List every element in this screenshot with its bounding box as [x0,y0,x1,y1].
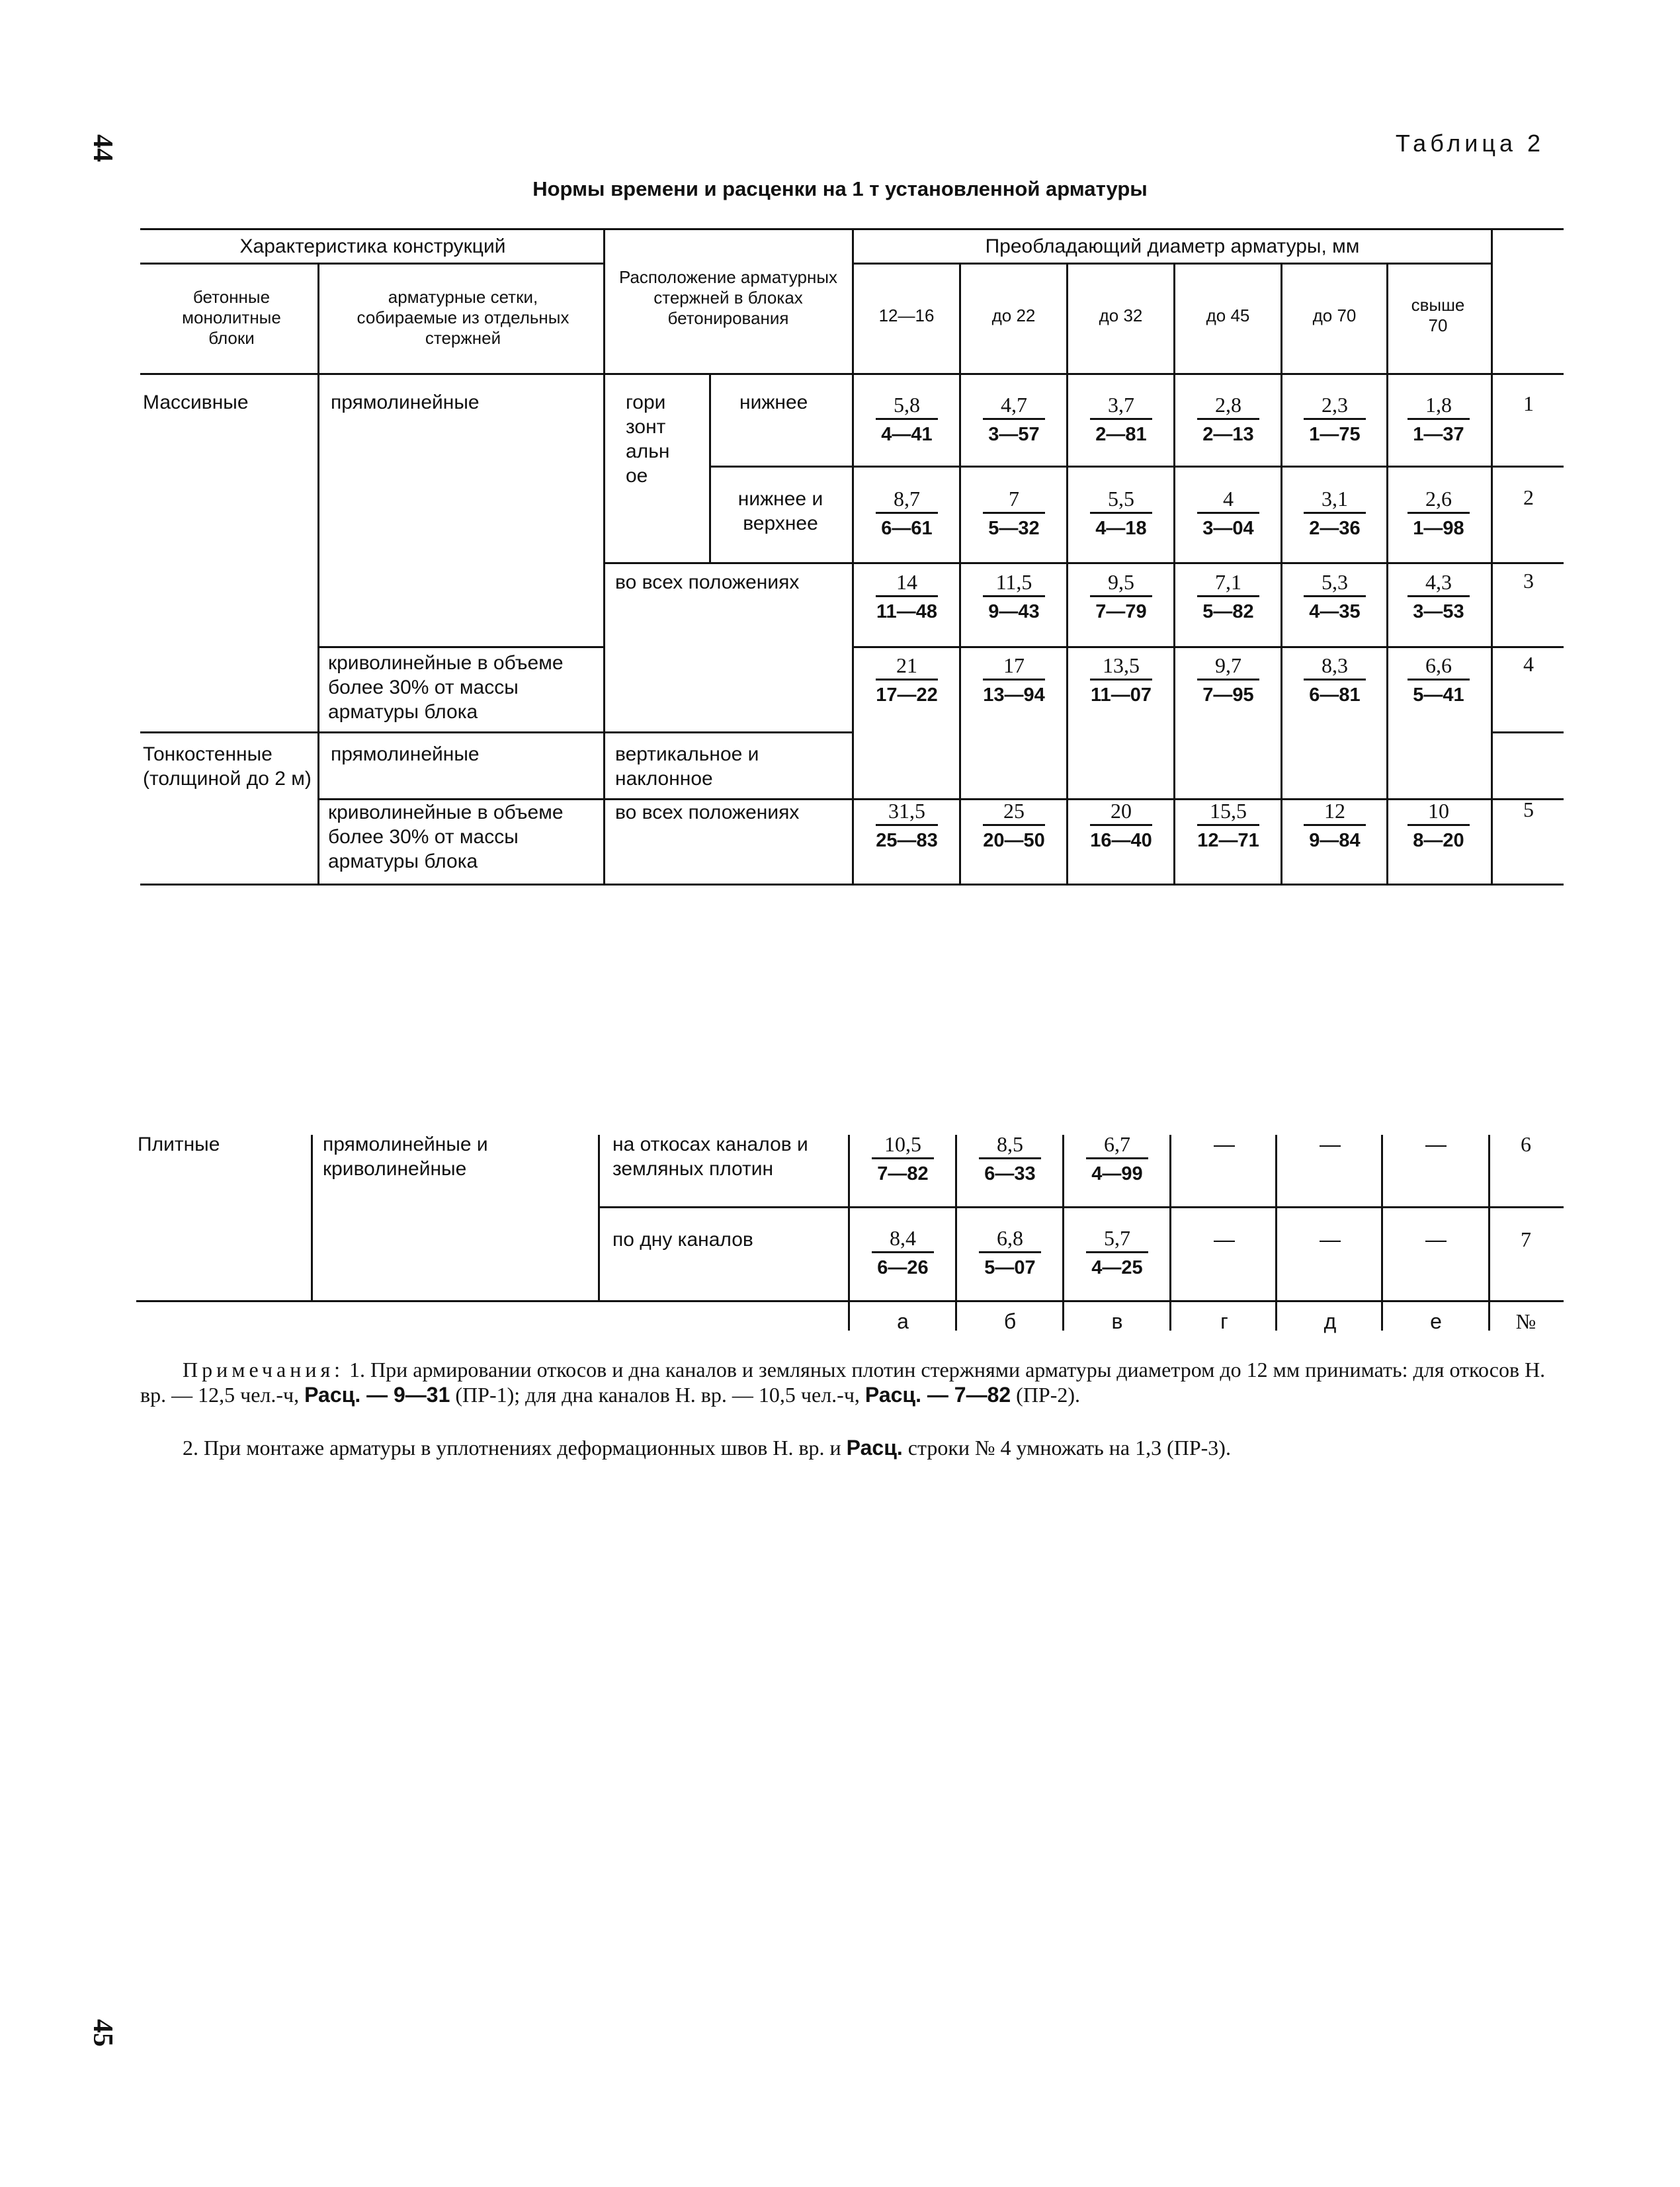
cell-r5-e: 12 9—84 [1281,798,1388,854]
table-title: Нормы времени и расценки на 1 т установленной арматуры [532,177,1148,200]
row-number-6: 6 [1521,1132,1531,1156]
row-number-3: 3 [1523,569,1534,593]
notes-heading: Примечания: [183,1358,345,1382]
cell-r1-a: 5,8 4—41 [853,392,960,448]
label-slab: Плитные [138,1134,220,1155]
header-d6: свыше 70 [1411,295,1465,335]
label-all-positions: во всех положениях [615,571,800,593]
label-straight-curved: прямолинейные и криволинейные [323,1134,488,1180]
label-curved: криволинейные в объеме более 30% от массы арматуры блока [328,652,564,723]
cell-r1-f: 1,8 1—37 [1385,392,1492,448]
cell-r6-f: — [1425,1132,1447,1156]
page-number-left: 44 [87,134,118,162]
cell-r7-d: — [1214,1227,1235,1251]
rule-header-mid [140,263,603,265]
label-straight: прямолинейные [331,392,480,413]
label-straight-2: прямолинейные [331,743,480,765]
cell-r5-a: 31,5 25—83 [876,799,938,851]
row-number-5: 5 [1523,798,1534,821]
column-letter-a: а [897,1309,909,1333]
cell-r3-d: 7,1 5—82 [1175,569,1282,625]
cell-r4-b: 17 13—94 [983,653,1045,706]
cell-r1-c: 3,7 2—81 [1068,392,1175,448]
cell-r2-d: 4 3—04 [1175,485,1282,542]
cell-r4-f: 6,6 5—41 [1385,652,1492,708]
table-label: Таблица 2 [1395,130,1544,157]
header-d3: до 32 [1099,306,1143,325]
cell-r6-c: 6,7 4—99 [1064,1131,1171,1187]
cell-r5-b: 25 20—50 [983,799,1045,851]
note-2: 2. При монтаже арматуры в уплотнениях деформационных швов Н. вр. и Расц. строки № 4 умножать на 1,3 (ПР-3). [183,1436,1231,1460]
label-all-positions-2: во всех положениях [615,802,800,823]
page-number-right: 45 [87,2019,118,2047]
header-position: Расположение арматурных стержней в блоках бетонирования [618,267,838,328]
cell-r6-d: — [1214,1132,1235,1156]
cell-r3-f: 4,3 3—53 [1385,569,1492,625]
cell-r5-d: 15,5 12—71 [1197,799,1259,851]
cell-r2-c: 5,5 4—18 [1068,485,1175,542]
vrule-blocks [317,263,319,884]
rule-slab-mid [598,1206,1564,1208]
header-d5: до 70 [1312,306,1357,325]
rule-row4b [1491,731,1564,733]
cell-r4-a: 21 17—22 [876,653,938,706]
vrule-horiz [709,373,711,562]
label-lower-upper: нижнее и верхнее [737,488,823,534]
cell-r7-f: — [1425,1227,1447,1251]
header-diameter: Преобладающий диаметр арматуры, мм [985,235,1360,257]
cell-r4-d: 9,7 7—95 [1175,652,1282,708]
vrule-d1 [852,228,854,884]
cell-r6-a: 10,5 7—82 [849,1131,956,1187]
cell-r6-e: — [1320,1132,1341,1156]
header-d4: до 45 [1206,306,1250,325]
rule-top-table-bottom [140,884,1564,886]
cell-r5-f: 10 8—20 [1385,798,1492,854]
cell-r2-e: 3,1 2—36 [1281,485,1388,542]
row-number-1: 1 [1523,392,1534,415]
header-mesh: арматурные сетки, собираемые из отдельных стержней [357,287,569,348]
cell-r2-f: 2,6 1—98 [1385,485,1492,542]
label-lower: нижнее [739,392,808,413]
label-horizontal: горизонтальное [626,392,670,487]
rule-row1 [709,466,1564,468]
label-vertical: вертикальное и наклонное [615,743,759,790]
label-thin: Тонкостенные (толщиной до 2 м) [143,743,312,790]
vrule-d7 [1491,228,1493,884]
cell-r3-c: 9,5 7—79 [1068,569,1175,625]
note-1: Примечания: 1. При армировании откосов и дна каналов и земляных плотин стержнями арматуры диаметром до 12 мм принимать: для откосов Н. вр. — 12,5 чел.-ч, Расц. — 9—31 (ПР-1); для дна каналов Н. вр. — 10,5 чел.-ч, Расц. — 7—82 (ПР-2). [140,1358,1546,1407]
cell-r3-b: 11,5 9—43 [960,569,1068,625]
cell-r2-b: 7 5—32 [960,485,1068,542]
cell-r7-b: 6,8 5—07 [956,1225,1064,1281]
cell-r6-b: 8,5 6—33 [956,1131,1064,1187]
header-d1: 12—16 [878,306,935,325]
column-letter-b: б [1003,1309,1017,1333]
column-number-sign: № [1515,1309,1536,1333]
cell-r3-a: 14 11—48 [876,570,937,622]
label-slopes: на откосах каналов и земляных плотин [612,1134,808,1180]
label-canal-bottom: по дну каналов [612,1229,753,1251]
cell-r7-a: 8,4 6—26 [849,1225,956,1281]
row-number-7: 7 [1521,1227,1531,1251]
rule-slab-bottom [136,1300,1564,1302]
vrule-slab-1 [311,1135,313,1300]
rule-header-mid-right [852,263,1491,265]
rule-row2 [603,562,1564,564]
header-characteristic: Характеристика конструкций [239,235,506,257]
cell-r4-e: 8,3 6—81 [1281,652,1388,708]
column-letter-v: в [1111,1309,1123,1333]
cell-r4-c: 13,5 11—07 [1091,653,1152,706]
header-blocks: бетонные монолитные блоки [182,287,281,348]
cell-r1-d: 2,8 2—13 [1175,392,1282,448]
column-letter-d: д [1323,1309,1337,1333]
cell-r2-a: 8,7 6—61 [853,485,960,542]
column-letter-g: г [1220,1309,1228,1333]
cell-r3-e: 5,3 4—35 [1281,569,1388,625]
label-massive: Массивные [143,392,249,413]
row-number-4: 4 [1523,652,1534,676]
rule-row3 [317,646,603,648]
label-curved-2: криволинейные в объеме более 30% от массы арматуры блока [328,802,564,872]
cell-r7-c: 5,7 4—25 [1064,1225,1171,1281]
vrule-mesh [603,228,605,884]
cell-r7-e: — [1320,1227,1341,1251]
cell-r5-c: 20 16—40 [1090,799,1152,851]
cell-r1-e: 2,3 1—75 [1281,392,1388,448]
rule-row4 [140,731,852,733]
header-d2: до 22 [991,306,1036,325]
cell-r1-b: 4,7 3—57 [960,392,1068,448]
vrule-slab-2 [598,1135,600,1300]
row-number-2: 2 [1523,485,1534,509]
column-letter-e: е [1430,1309,1442,1333]
